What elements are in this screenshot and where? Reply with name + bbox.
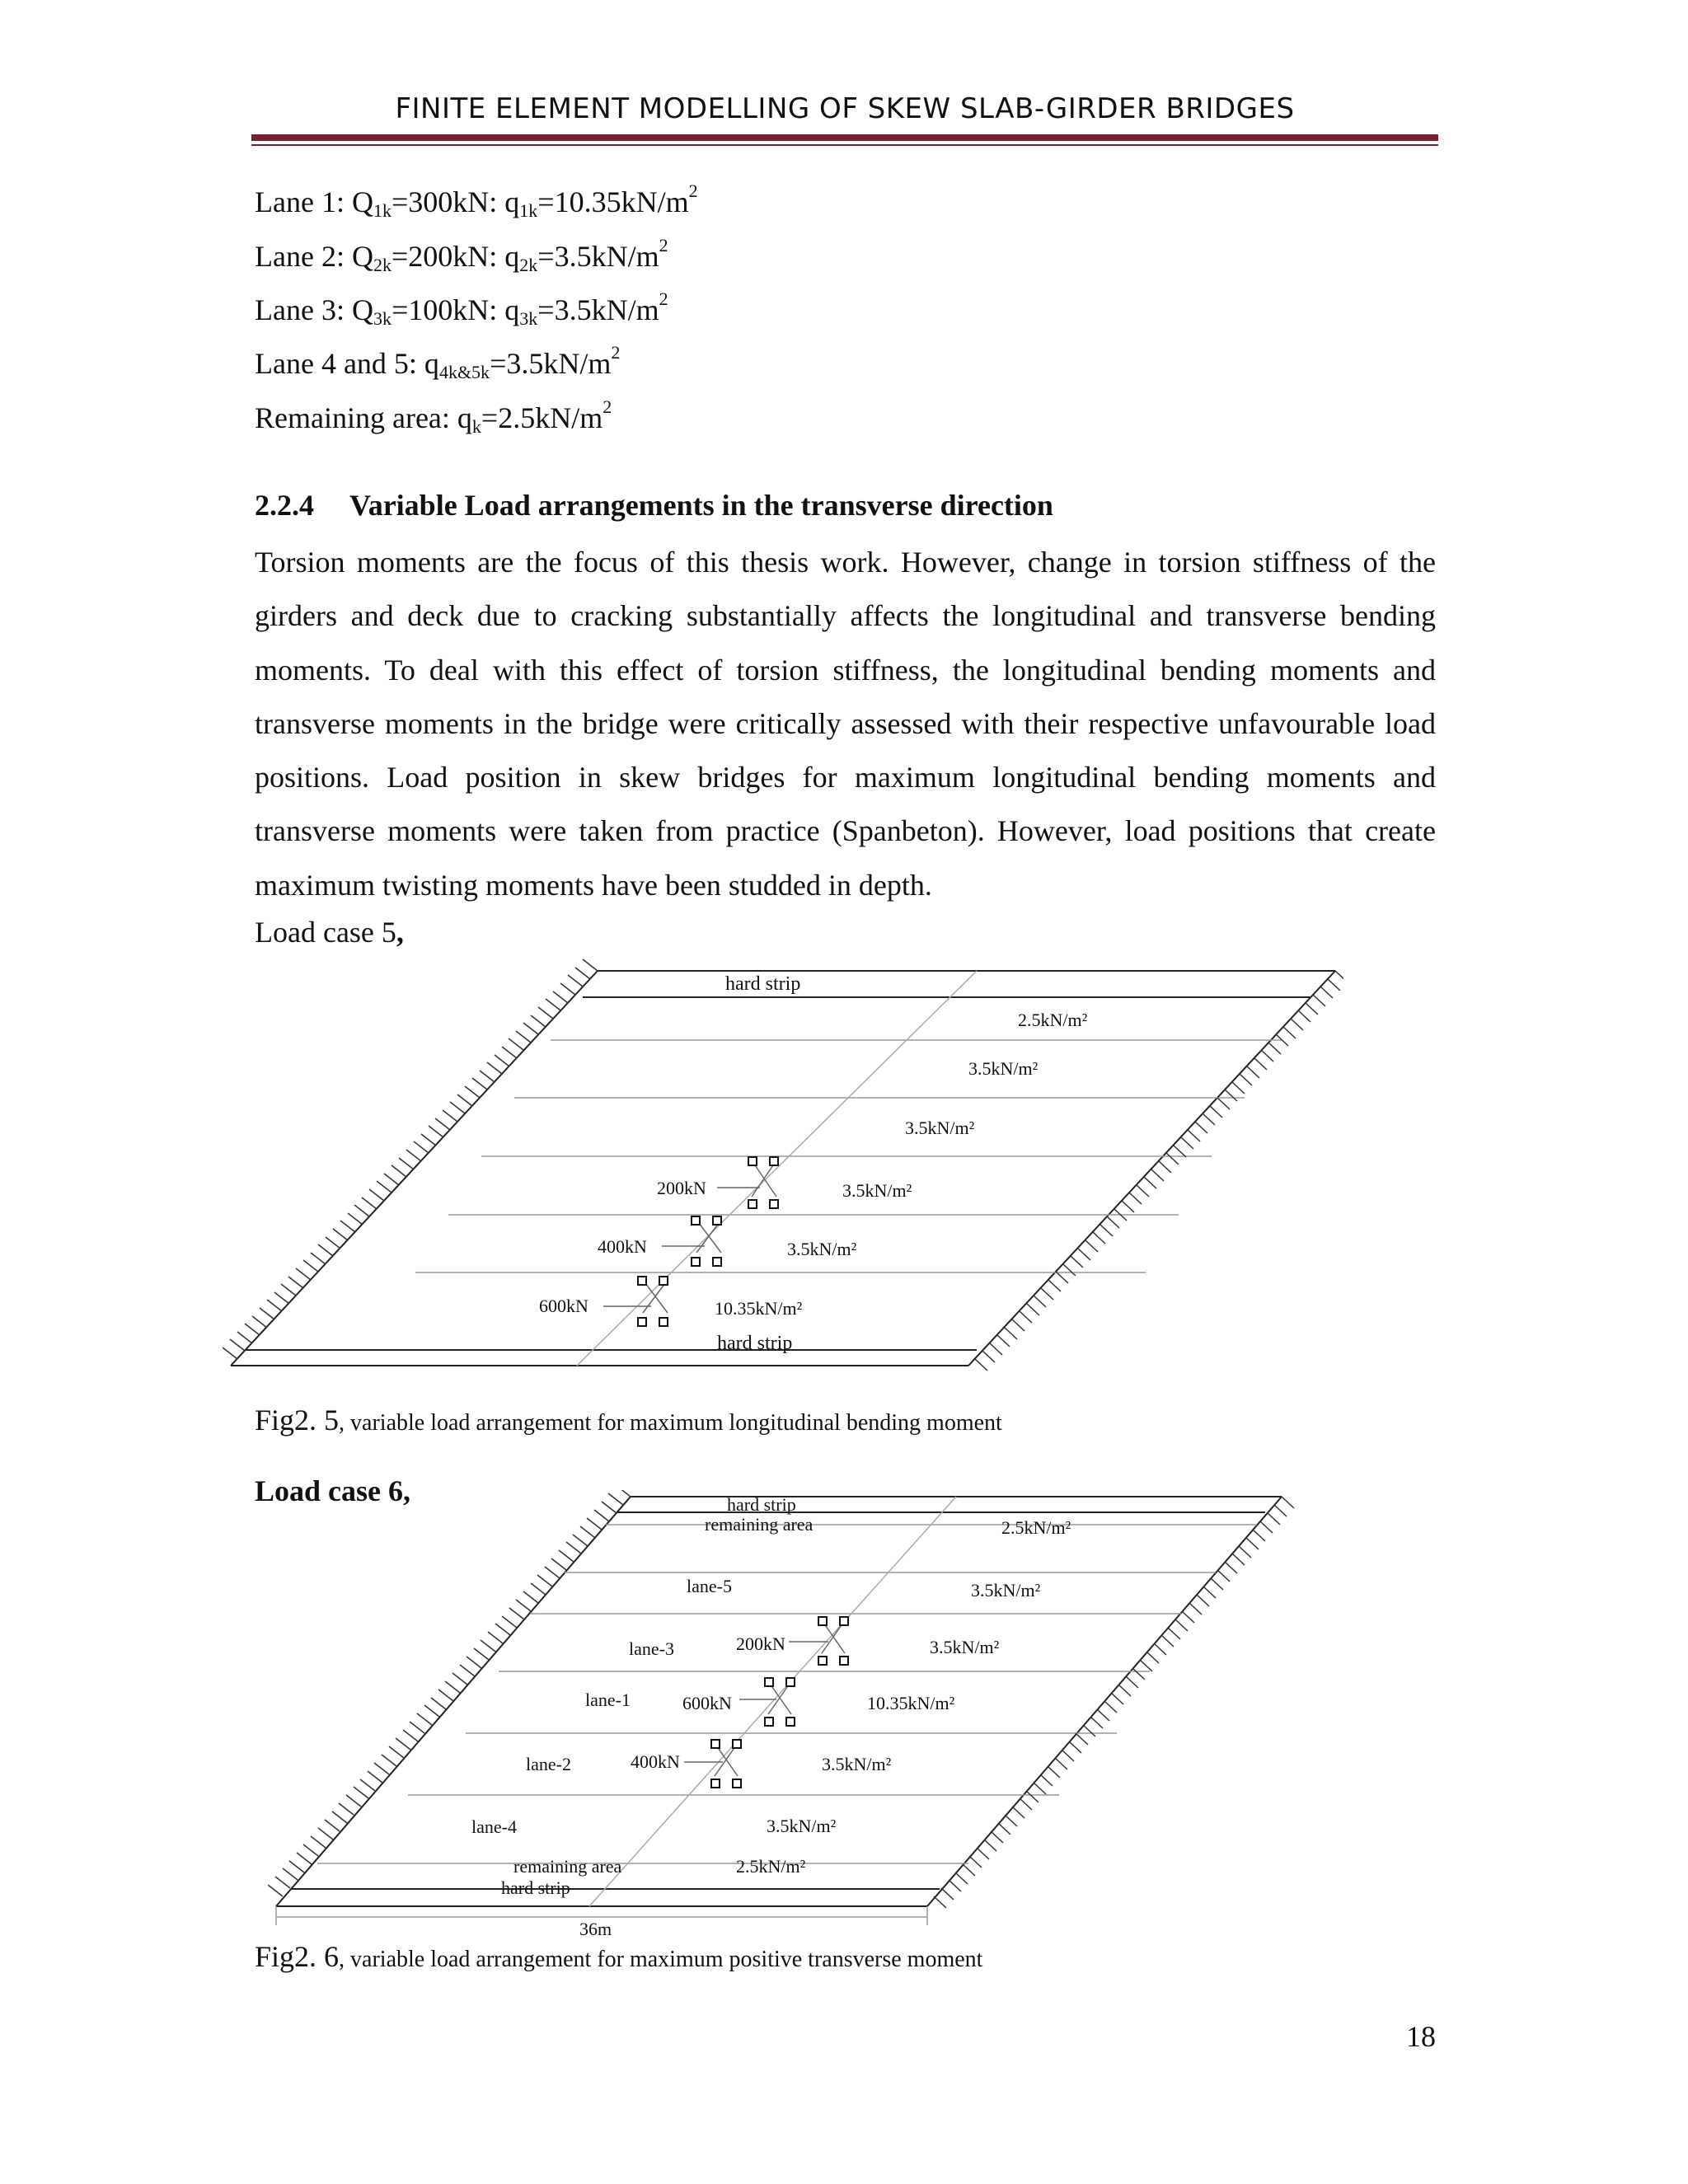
fig6-label-span: 36m	[579, 1919, 612, 1939]
page-number: 18	[1406, 2020, 1436, 2053]
fig5-label-hard-strip-top: hard strip	[725, 973, 801, 995]
header-rule-thin	[251, 144, 1438, 146]
fig6-label-lane2: lane-2	[526, 1754, 571, 1774]
fig5-label-q4: 3.5kN/m²	[842, 1180, 912, 1201]
load-line-lane-3: Lane 3: $Q_{3k}=100kN$: $q_{3k}=3.5kN/m^2$	[255, 288, 668, 329]
fig5-label-hard-strip-bottom: hard strip	[717, 1333, 793, 1354]
fig6-label-q-bottom: 2.5kN/m²	[736, 1856, 806, 1877]
fig6-label-q-lane4: 3.5kN/m²	[767, 1816, 837, 1836]
fig6-label-hard-strip-bottom: hard strip	[501, 1877, 570, 1898]
section-heading	[255, 488, 1053, 523]
fig6-label-hard-strip-top: hard strip	[727, 1494, 796, 1515]
fig6-label-q-lane3: 3.5kN/m²	[930, 1637, 1000, 1657]
fig5-label-q6: 10.35kN/m²	[715, 1298, 803, 1319]
running-header: FINITE ELEMENT MODELLING OF SKEW SLAB-GIRDER BRIDGES	[395, 92, 1295, 125]
fig5-label-q2: 3.5kN/m²	[968, 1058, 1039, 1079]
fig5-label-p1: 200kN	[657, 1178, 706, 1198]
figure-load-case-5	[223, 956, 1343, 1385]
fig6-label-remaining-top: remaining area	[705, 1514, 814, 1535]
load-case-6-label: Load case 6,	[255, 1474, 410, 1507]
section-title: Variable Load arrangements in the transverse direction	[349, 489, 1053, 522]
fig6-label-lane3: lane-3	[629, 1638, 674, 1659]
fig5-label-q5: 3.5kN/m²	[787, 1239, 857, 1259]
fig6-label-p-lane1: 600kN	[682, 1693, 732, 1713]
load-line-lane-2: Lane 2: $Q_{2k}=200kN$: $q_{2k}=3.5kN/m^2$	[255, 235, 668, 275]
header-rule-thick	[251, 134, 1438, 141]
section-number: 2.2.4	[255, 489, 314, 522]
figure-load-case-6	[268, 1490, 1298, 1952]
fig6-label-q-lane5: 3.5kN/m²	[971, 1580, 1041, 1601]
fig6-label-lane1: lane-1	[585, 1690, 631, 1710]
fig5-label-q1: 2.5kN/m²	[1018, 1010, 1088, 1030]
load-line-lane-4-5: Lane 4 and 5: $q_{4k\&5k}=3.5kN/m^2$	[255, 342, 621, 382]
fig6-label-p-lane2: 400kN	[631, 1751, 680, 1772]
fig6-label-p-lane3: 200kN	[736, 1633, 785, 1654]
load-case-5-label: Load case 5,	[255, 916, 404, 949]
fig6-label-remaining-bottom: remaining area	[513, 1856, 622, 1877]
fig5-label-p3: 600kN	[539, 1296, 588, 1316]
load-line-lane-1: Lane 1: $Q_{1k}=300kN$: $q_{1k}=10.35kN/m^2$	[255, 180, 698, 221]
fig6-label-q-lane2: 3.5kN/m²	[822, 1754, 892, 1774]
caption-fig-2-5: Fig2. 5, variable load arrangement for maximum longitudinal bending moment	[255, 1404, 1002, 1436]
fig6-label-q-lane1: 10.35kN/m²	[867, 1693, 955, 1713]
fig6-label-lane5: lane-5	[687, 1576, 732, 1596]
load-line-remaining: Remaining area: $q_k=2.5kN/m^2$	[255, 396, 612, 437]
caption-fig-2-6: Fig2. 6, variable load arrangement for maximum positive transverse moment	[255, 1940, 983, 1973]
fig5-label-p2: 400kN	[598, 1236, 647, 1257]
fig6-label-q-top: 2.5kN/m²	[1001, 1517, 1071, 1538]
body-paragraph: Torsion moments are the focus of this thesis work. However, change in torsion stiffness of the girders and deck due to cracking substantially affects the longitudinal and transverse bending moments. To deal with this effect of torsion stiffness, the longitudinal bending moments and transverse moments in the bridge were critically assessed with their respective unfavourable load positions. Load position in skew bridges for maximum longitudinal bending moments and transverse moments were taken from practice (Spanbeton). However, load positions that create maximum twisting moments have been studded in depth.	[255, 546, 1436, 902]
fig6-label-lane4: lane-4	[471, 1816, 517, 1837]
fig5-label-q3: 3.5kN/m²	[905, 1118, 975, 1138]
